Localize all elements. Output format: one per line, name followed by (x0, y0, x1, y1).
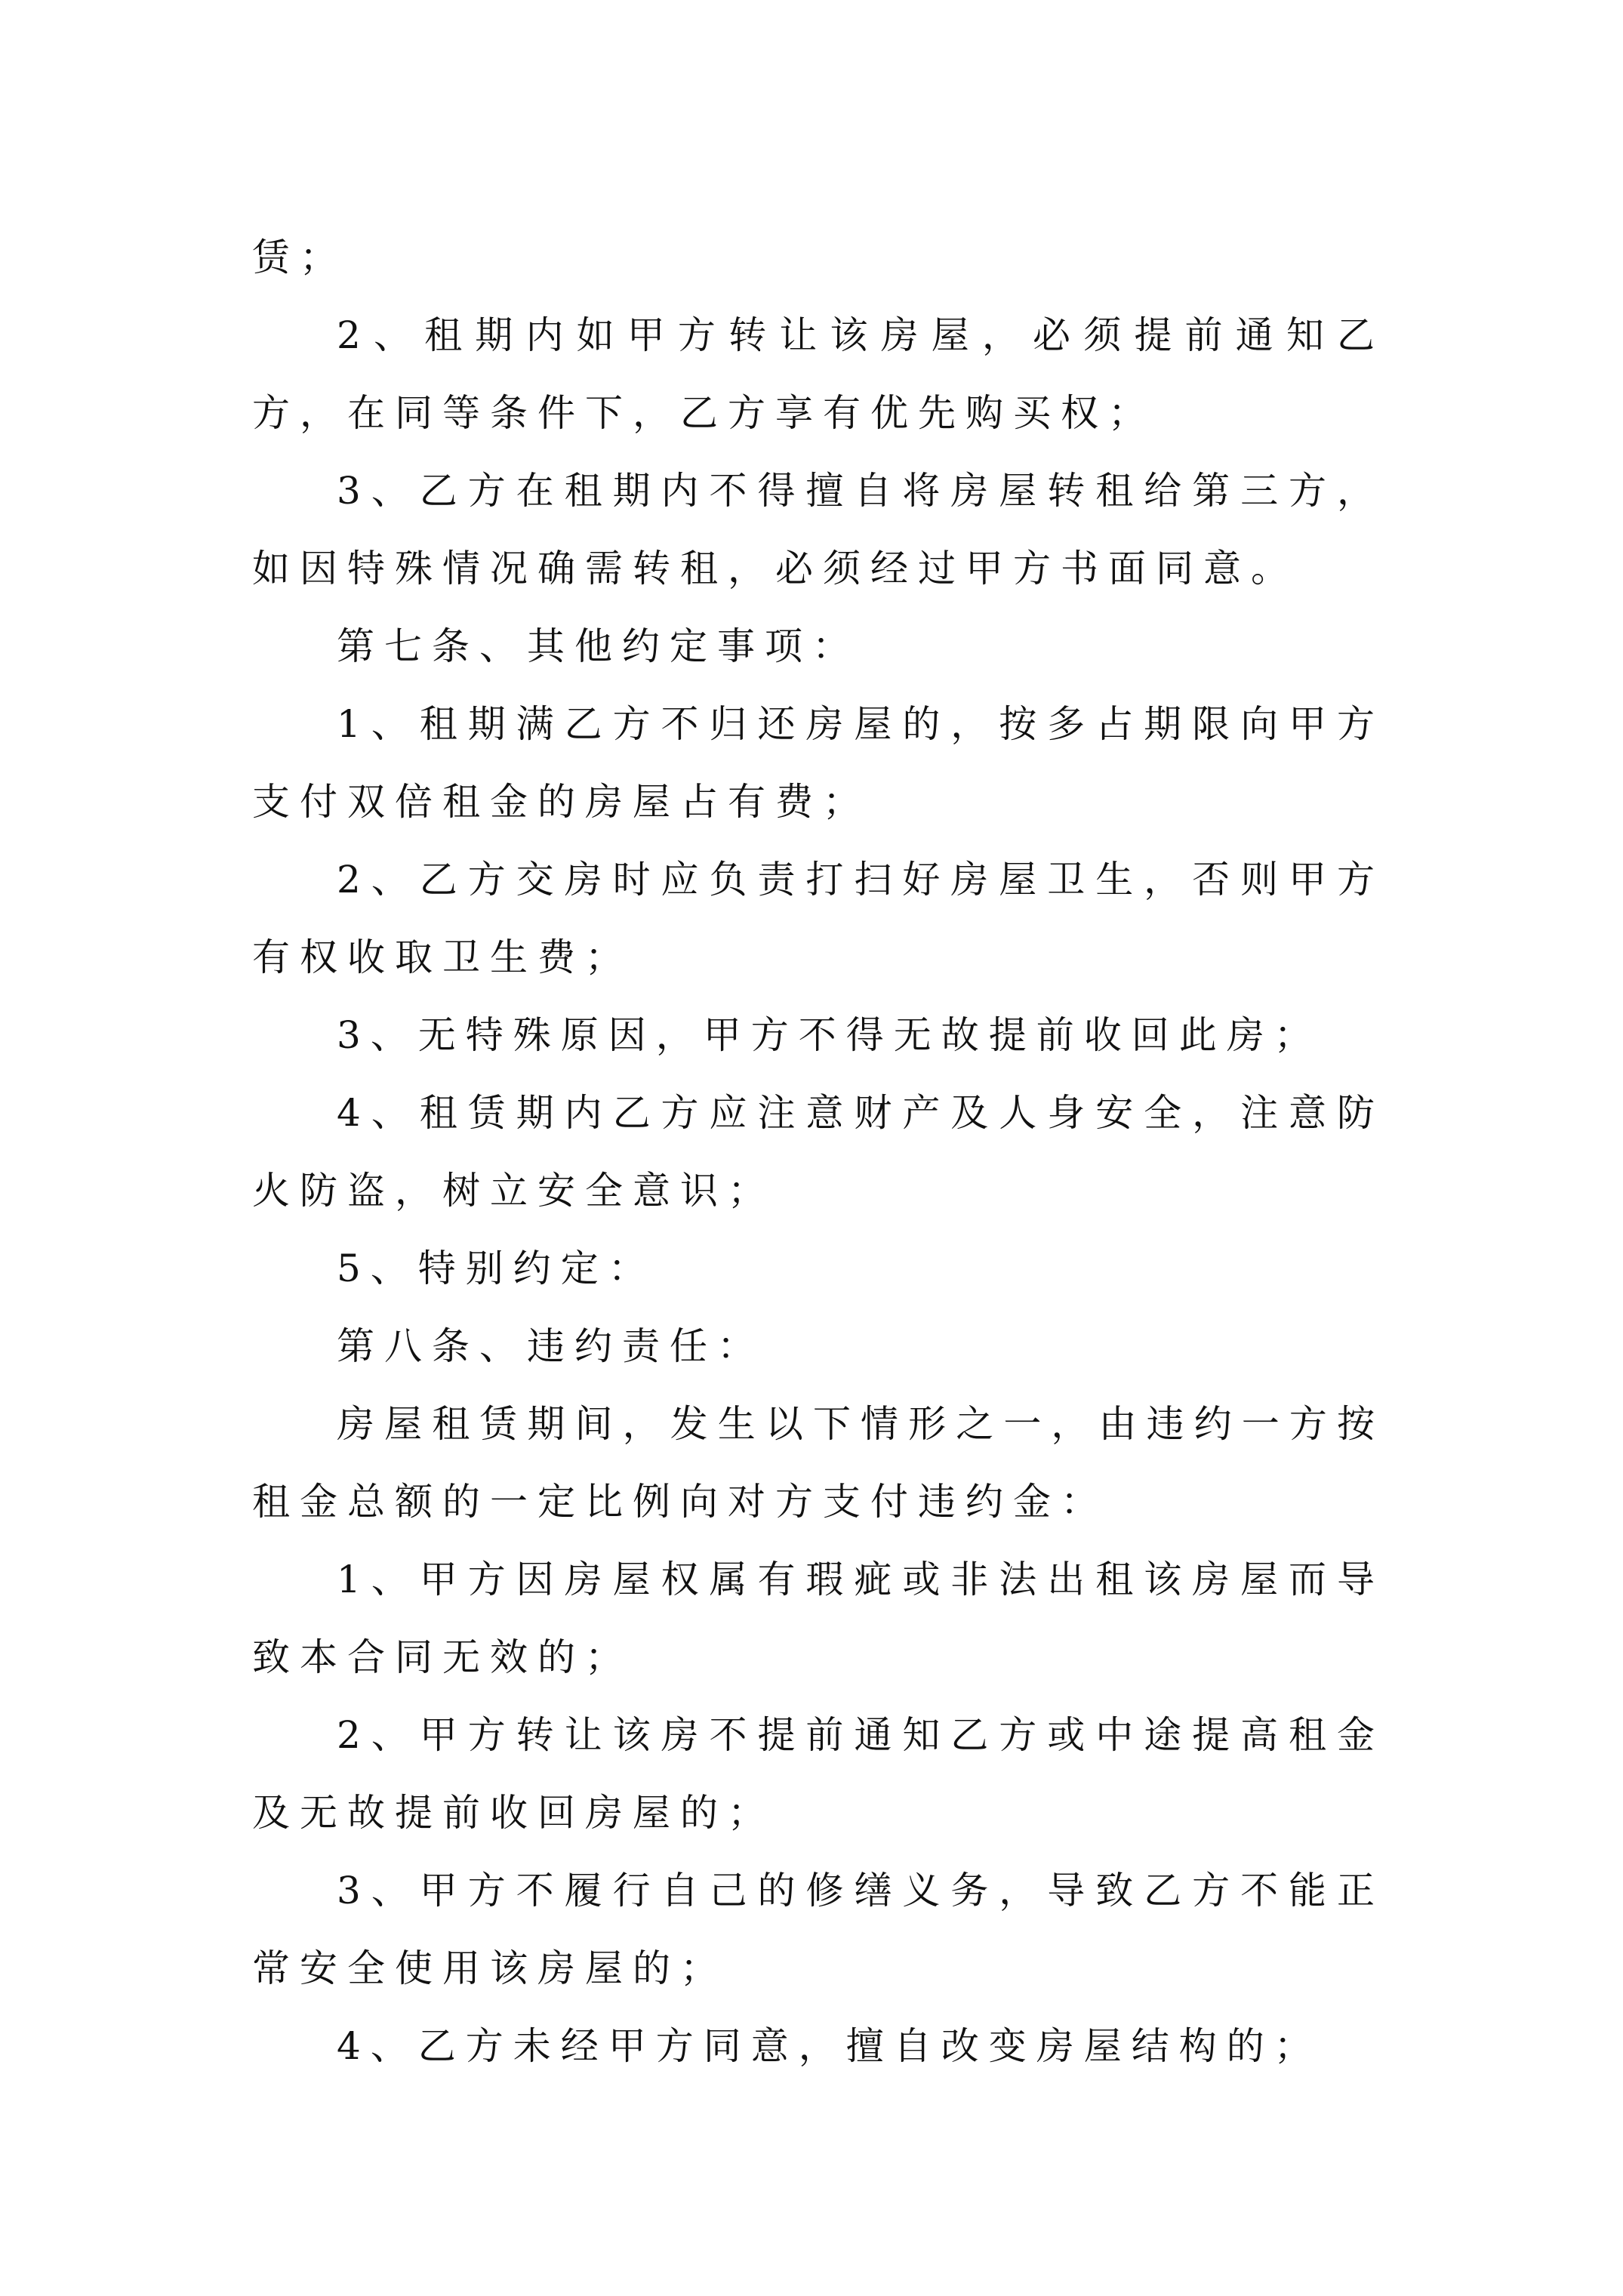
paragraph-lease-continuation: 赁； (252, 236, 347, 279)
paragraph-clause-6-3: 3、乙方在租期内不得擅自将房屋转租给第三方，如因特殊情况确需转租，必须经过甲方书面同意。 (252, 469, 1384, 590)
paragraph-clause-7-4: 4、租赁期内乙方应注意财产及人身安全，注意防火防盗，树立安全意识； (252, 1091, 1384, 1213)
paragraph-clause-7-2: 2、乙方交房时应负责打扫好房屋卫生，否则甲方有权收取卫生费； (252, 858, 1384, 979)
paragraph-clause-8-3: 3、甲方不履行自己的修缮义务，导致乙方不能正常安全使用该房屋的； (252, 1869, 1384, 1990)
paragraph-clause-7-1: 1、租期满乙方不归还房屋的，按多占期限向甲方支付双倍租金的房屋占有费； (252, 702, 1384, 824)
paragraph-clause-7-5: 5、特别约定： (337, 1247, 656, 1290)
paragraph-clause-8-4: 4、乙方未经甲方同意，擅自改变房屋结构的； (337, 2024, 1322, 2068)
article-8-heading: 第八条、违约责任： (337, 1324, 765, 1368)
article-7-heading: 第七条、其他约定事项： (337, 624, 860, 668)
paragraph-clause-8-1: 1、甲方因房屋权属有瑕疵或非法出租该房屋而导致本合同无效的； (252, 1558, 1384, 1679)
paragraph-clause-6-2: 2、租期内如甲方转让该房屋，必须提前通知乙方，在同等条件下，乙方享有优先购买权； (252, 313, 1384, 435)
paragraph-clause-7-3: 3、无特殊原因，甲方不得无故提前收回此房； (337, 1013, 1322, 1057)
paragraph-article-8-intro: 房屋租赁期间，发生以下情形之一，由违约一方按租金总额的一定比例向对方支付违约金： (252, 1402, 1384, 1524)
paragraph-clause-8-2: 2、甲方转让该房不提前通知乙方或中途提高租金及无故提前收回房屋的； (252, 1713, 1384, 1835)
document-body (252, 219, 1384, 2085)
